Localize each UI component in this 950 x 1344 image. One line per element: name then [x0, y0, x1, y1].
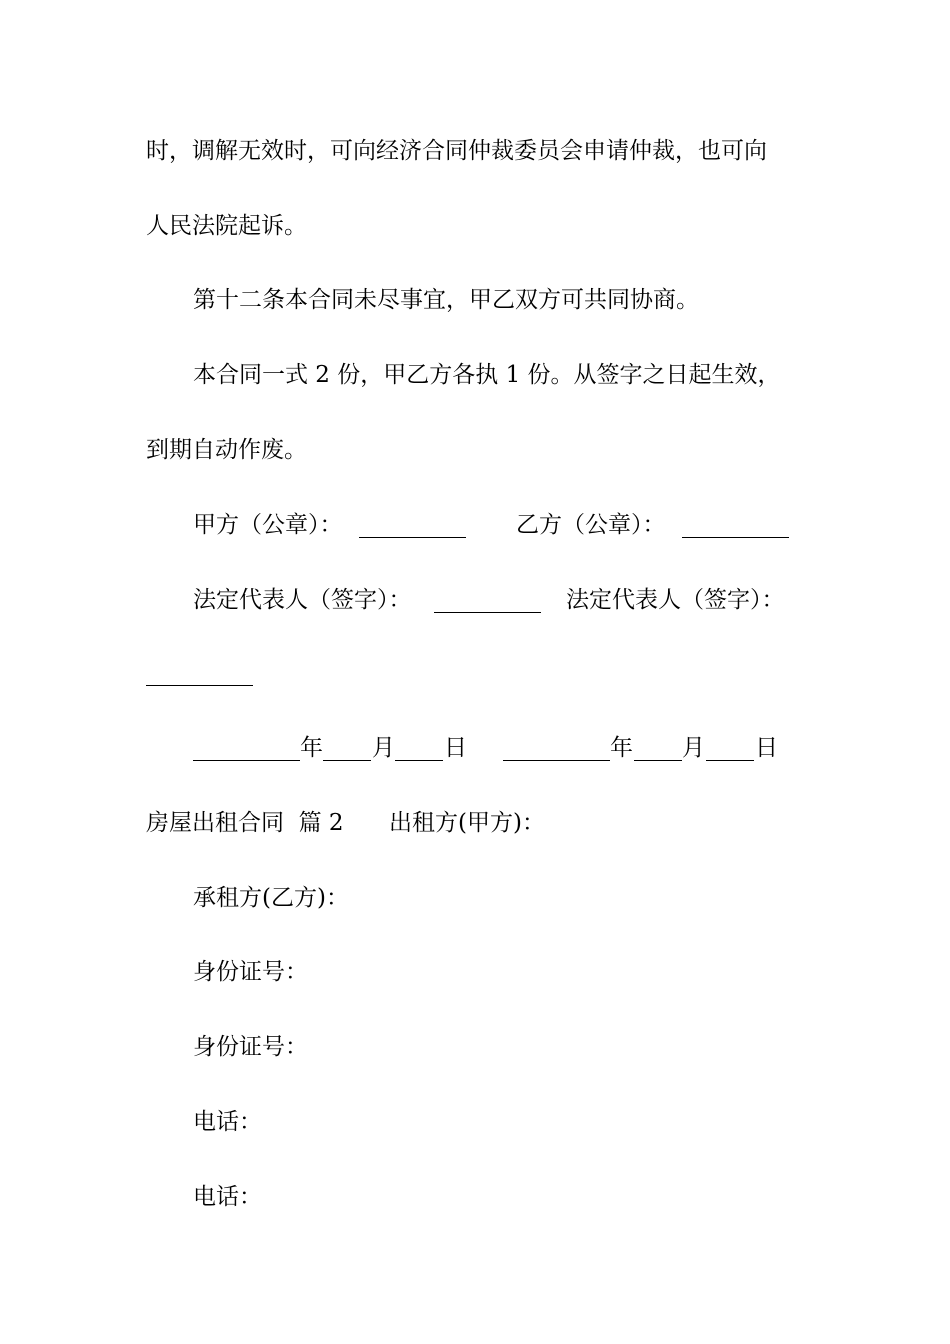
date-b-month-label: 月	[682, 735, 705, 761]
date-a-month-label: 月	[372, 735, 395, 761]
date-b-day-blank	[706, 760, 754, 761]
rep-a-label: 法定代表人（签字）：	[193, 587, 412, 613]
rep-a-blank	[434, 612, 541, 613]
contract2-lessor: 出租方(甲方)：	[389, 810, 545, 836]
date-a-year-label: 年	[300, 735, 323, 761]
contract2-phone-2: 电话：	[193, 1184, 262, 1210]
date-a-day-blank	[395, 760, 443, 761]
date-b-day-label: 日	[755, 735, 778, 761]
party-a-seal-blank	[359, 537, 466, 538]
date-b-year-label: 年	[610, 735, 633, 761]
paragraph-copies-line1: 本合同一式 2 份，甲乙方各执 1 份。从签字之日起生效，	[193, 362, 781, 388]
party-b-seal-blank	[682, 537, 789, 538]
paragraph-copies-line2: 到期自动作废。	[146, 437, 307, 463]
date-b-month-blank	[634, 760, 682, 761]
paragraph-article-12: 第十二条本合同未尽事宜，甲乙双方可共同协商。	[193, 287, 699, 313]
date-b-year-blank	[503, 760, 610, 761]
contract2-phone-1: 电话：	[193, 1109, 262, 1135]
date-a-day-label: 日	[444, 735, 467, 761]
paragraph-arbitration-line1: 时，调解无效时，可向经济合同仲裁委员会申请仲裁，也可向	[146, 138, 767, 164]
date-a-month-blank	[323, 760, 371, 761]
party-a-seal-label: 甲方（公章）：	[193, 512, 343, 538]
contract2-id-number-1: 身份证号：	[193, 959, 308, 985]
contract2-lessee: 承租方(乙方)：	[193, 885, 349, 911]
date-a-year-blank	[193, 760, 300, 761]
contract2-id-number-2: 身份证号：	[193, 1034, 308, 1060]
party-b-seal-label: 乙方（公章）：	[516, 512, 666, 538]
paragraph-arbitration-line2: 人民法院起诉。	[146, 213, 307, 239]
rep-b-label: 法定代表人（签字）：	[566, 587, 785, 613]
contract2-title: 房屋出租合同 篇 2	[146, 810, 344, 836]
rep-b-blank	[146, 685, 253, 686]
